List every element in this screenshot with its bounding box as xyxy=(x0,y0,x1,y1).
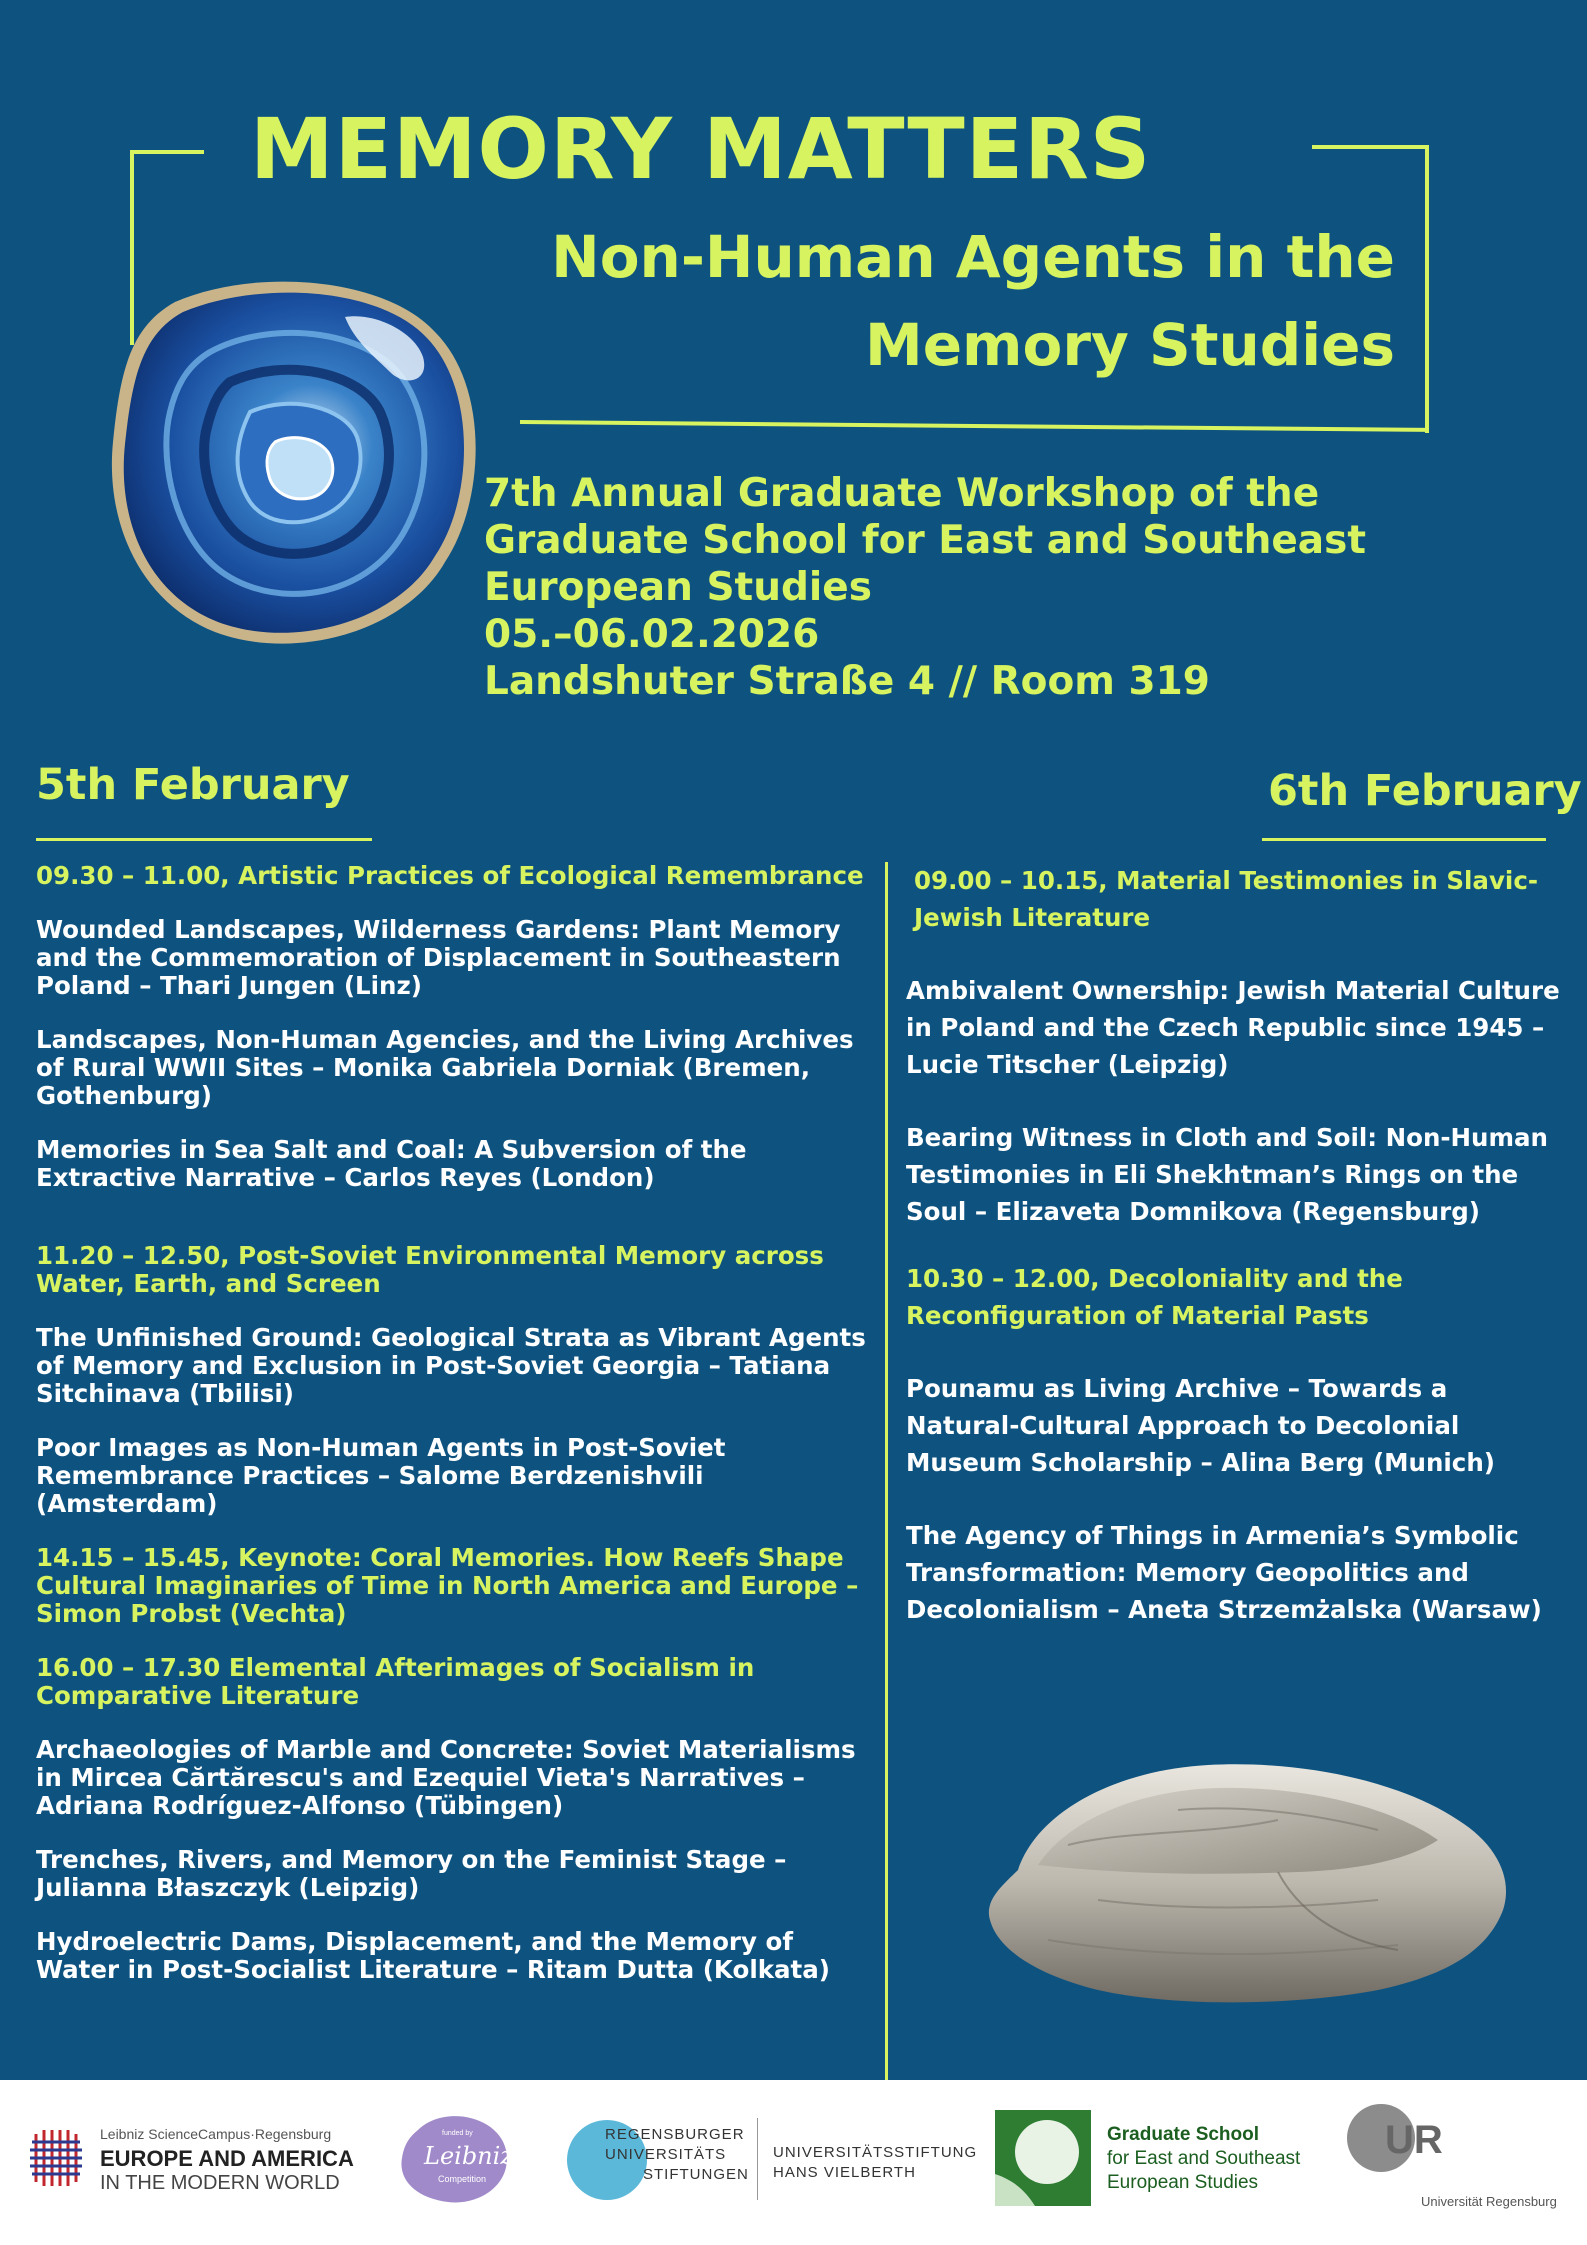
day1-talk-3: Memories in Sea Salt and Coal: A Subversion of the Extractive Narrative – Carlos Reyes (London) xyxy=(36,1135,747,1192)
poster-subtitle xyxy=(395,213,1395,389)
rus-line-3: STIFTUNGEN xyxy=(643,2166,749,2183)
leibniz-competition-logo xyxy=(398,2110,513,2206)
funded-sub-text: Competition xyxy=(438,2174,487,2184)
poster-title: MEMORY MATTERS xyxy=(250,100,1152,198)
universitaet-regensburg-logo xyxy=(1345,2102,1575,2222)
day1-session-1: 09.30 – 11.00, Artistic Practices of Ecological Remembrance xyxy=(36,861,864,890)
funded-small-text: funded by xyxy=(442,2130,473,2137)
day2-talk-2: Bearing Witness in Cloth and Soil: Non-Human Testimonies in Eli Shekhtman’s Rings on the Soul – Elizaveta Domnikova (Regensburg) xyxy=(906,1123,1549,1226)
day1-program xyxy=(36,862,876,1984)
day2-session-1: 09.00 – 10.15, Material Testimonies in Slavic-Jewish Literature xyxy=(914,866,1539,932)
day1-underline xyxy=(36,838,372,841)
day1-talk-5: Poor Images as Non-Human Agents in Post-Soviet Remembrance Practices – Salome Berdzenishvili (Amsterdam) xyxy=(36,1433,726,1518)
uhv-line-2: HANS VIELBERTH xyxy=(773,2164,916,2181)
funded-script-text: Leibniz xyxy=(424,2142,513,2170)
leibniz-small-text: Leibniz ScienceCampus·Regensburg xyxy=(100,2126,332,2142)
day2-heading: 6th February xyxy=(1268,766,1582,816)
leibniz-sub-text: IN THE MODERN WORLD xyxy=(100,2172,340,2194)
woven-grid-icon xyxy=(30,2128,82,2188)
gs-line-1: Graduate School xyxy=(1107,2124,1260,2145)
logo-divider xyxy=(757,2118,758,2200)
day2-underline xyxy=(1262,838,1546,841)
day1-talk-7: Trenches, Rivers, and Memory on the Feminist Stage – Julianna Błaszczyk (Leipzig) xyxy=(36,1845,787,1902)
workshop-info xyxy=(484,470,1366,705)
event-location: Landshuter Straße 4 // Room 319 xyxy=(484,659,1210,704)
frame-top-right xyxy=(1312,145,1429,149)
info-line-1: 7th Annual Graduate Workshop of the xyxy=(484,471,1320,516)
event-date: 05.–06.02.2026 xyxy=(484,612,820,657)
frame-top-left xyxy=(130,150,204,154)
leibniz-sciencecampus-logo xyxy=(30,2120,354,2200)
day1-talk-1: Wounded Landscapes, Wilderness Gardens: Plant Memory and the Commemoration of Displacement in Southeastern Poland – Thari Jungen (Linz) xyxy=(36,915,841,1000)
agate-slice-image xyxy=(105,272,490,657)
ur-letters: UR xyxy=(1385,2118,1443,2162)
rus-line-1: REGENSBURGER xyxy=(605,2126,745,2143)
day2-session-2: 10.30 – 12.00, Decoloniality and the Reconfiguration of Material Pasts xyxy=(906,1264,1403,1330)
rus-line-2: UNIVERSITÄTS xyxy=(605,2146,727,2163)
info-line-3: European Studies xyxy=(484,565,872,610)
gs-line-2: for East and Southeast xyxy=(1107,2148,1301,2169)
gs-line-3: European Studies xyxy=(1107,2172,1259,2193)
leibniz-big-text: EUROPE AND AMERICA xyxy=(100,2146,354,2171)
graduate-school-logo xyxy=(995,2110,1325,2208)
graduate-school-emblem-icon xyxy=(995,2110,1091,2206)
ur-name: Universität Regensburg xyxy=(1421,2194,1557,2209)
frame-right xyxy=(1425,145,1429,433)
uhv-line-1: UNIVERSITÄTSSTIFTUNG xyxy=(773,2144,978,2161)
day2-talk-3: Pounamu as Living Archive – Towards a Natural-Cultural Approach to Decolonial Museum Scholarship – Alina Berg (Munich) xyxy=(906,1374,1495,1477)
rock-image xyxy=(978,1750,1518,2010)
column-divider xyxy=(885,862,888,2080)
regensburger-universitaetsstiftungen-logo xyxy=(565,2118,978,2208)
day2-talk-4: The Agency of Things in Armenia’s Symbolic Transformation: Memory Geopolitics and Decolonialism – Aneta Strzemżalska (Warsaw) xyxy=(906,1521,1542,1624)
day2-talk-1: Ambivalent Ownership: Jewish Material Culture in Poland and the Czech Republic since 1945 – Lucie Titscher (Leipzig) xyxy=(906,976,1560,1079)
info-line-2: Graduate School for East and Southeast xyxy=(484,518,1366,563)
day2-program xyxy=(906,862,1561,1628)
frame-bottom xyxy=(520,420,1429,432)
day1-talk-2: Landscapes, Non-Human Agencies, and the Living Archives of Rural WWII Sites – Monika Gabriela Dorniak (Bremen, Gothenburg) xyxy=(36,1025,854,1110)
day1-session-3: 14.15 – 15.45, Keynote: Coral Memories. How Reefs Shape Cultural Imaginaries of Time in North America and Europe – Simon Probst (Vechta) xyxy=(36,1543,859,1628)
day1-talk-6: Archaeologies of Marble and Concrete: Soviet Materialisms in Mircea Cărtărescu's and Ezequiel Vieta's Narratives – Adriana Rodríguez-Alfonso (Tübingen) xyxy=(36,1735,856,1820)
day1-session-2: 11.20 – 12.50, Post-Soviet Environmental Memory across Water, Earth, and Screen xyxy=(36,1241,824,1298)
day1-session-4: 16.00 – 17.30 Elemental Afterimages of Socialism in Comparative Literature xyxy=(36,1653,755,1710)
day1-heading: 5th February xyxy=(36,760,350,810)
day1-talk-8: Hydroelectric Dams, Displacement, and the Memory of Water in Post-Socialist Literature – Ritam Dutta (Kolkata) xyxy=(36,1927,830,1984)
subtitle-line-2: Memory Studies xyxy=(865,311,1395,379)
day1-talk-4: The Unfinished Ground: Geological Strata as Vibrant Agents of Memory and Exclusion in Post-Soviet Georgia – Tatiana Sitchinava (Tbilisi) xyxy=(36,1323,866,1408)
subtitle-line-1: Non-Human Agents in the xyxy=(551,223,1395,291)
sponsor-footer xyxy=(0,2080,1587,2245)
